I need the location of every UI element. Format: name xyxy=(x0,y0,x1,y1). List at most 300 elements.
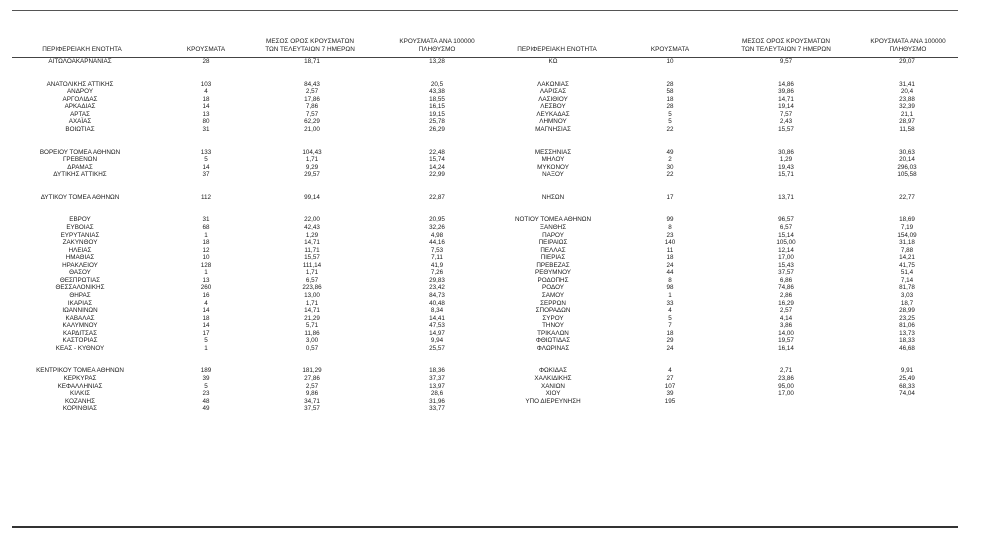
cases-cell: 23 xyxy=(202,390,210,398)
per100k-cell: 23,25 xyxy=(899,314,915,322)
right-header-cases: ΚΡΟΥΣΜΑΤΑ xyxy=(650,46,690,53)
avg-cell: 15,71 xyxy=(778,171,794,179)
avg-cell: 104,43 xyxy=(302,148,322,156)
per100k-cell: 18,69 xyxy=(899,216,915,224)
cases-cell: 8 xyxy=(668,276,672,284)
per100k-cell: 31,96 xyxy=(429,397,445,405)
avg-cell: 17,86 xyxy=(304,95,320,103)
cases-cell: 99 xyxy=(666,216,674,224)
cases-cell: 2 xyxy=(668,156,672,164)
avg-cell: 37,57 xyxy=(304,405,320,413)
table-row xyxy=(0,81,981,89)
cases-cell: 44 xyxy=(666,269,674,277)
region-cell: ΗΡΑΚΛΕΙΟΥ xyxy=(62,261,98,269)
cases-cell: 39 xyxy=(202,374,210,382)
region-cell: ΙΚΑΡΙΑΣ xyxy=(67,299,93,307)
per100k-cell: 14,97 xyxy=(429,329,445,337)
per100k-cell: 22,87 xyxy=(429,193,445,201)
right-table-body xyxy=(0,58,981,405)
per100k-cell: 3,03 xyxy=(900,291,914,299)
region-cell: ΒΟΙΩΤΙΑΣ xyxy=(65,125,95,133)
cases-cell: 5 xyxy=(204,337,208,345)
avg-cell: 14,71 xyxy=(304,307,320,315)
cases-cell: 103 xyxy=(200,80,212,88)
cases-cell: 11 xyxy=(666,246,674,254)
cases-cell: 260 xyxy=(200,284,212,292)
avg-cell: 16,14 xyxy=(778,344,794,352)
region-cell: ΛΑΚΩΝΙΑΣ xyxy=(537,80,569,88)
left-header-cases: ΚΡΟΥΣΜΑΤΑ xyxy=(186,46,226,53)
avg-cell: 4,14 xyxy=(779,314,793,322)
cases-cell: 1 xyxy=(204,269,208,277)
per100k-cell: 26,29 xyxy=(429,125,445,133)
cases-cell: 28 xyxy=(202,58,210,65)
table-row xyxy=(0,330,981,338)
region-cell: ΝΑΞΟΥ xyxy=(542,171,564,179)
per100k-cell: 28,6 xyxy=(430,390,444,398)
region-cell: ΣΕΡΡΩΝ xyxy=(540,299,566,307)
per100k-cell: 40,48 xyxy=(429,299,445,307)
region-cell: ΔΥΤΙΚΟΥ ΤΟΜΕΑ ΑΘΗΝΩΝ xyxy=(40,193,120,201)
table-row xyxy=(0,171,981,179)
region-cell: ΡΟΔΟΠΗΣ xyxy=(537,276,569,284)
per100k-cell: 20,4 xyxy=(900,88,914,96)
cases-cell: 39 xyxy=(666,390,674,398)
cases-cell: 23 xyxy=(666,231,674,239)
table-row xyxy=(0,367,981,375)
region-cell: ΥΠΟ ΔΙΕΡΕΥΝΗΣΗ xyxy=(525,397,581,405)
region-cell: ΞΑΝΘΗΣ xyxy=(539,224,567,232)
table-row xyxy=(0,232,981,240)
per100k-cell: 19,15 xyxy=(429,110,445,118)
cases-cell: 31 xyxy=(202,125,210,133)
avg-cell: 96,57 xyxy=(778,216,794,224)
per100k-cell: 4,98 xyxy=(430,231,444,239)
avg-cell: 14,86 xyxy=(778,80,794,88)
avg-cell: 39,86 xyxy=(778,88,794,96)
avg-cell: 34,71 xyxy=(304,397,320,405)
region-cell: ΦΛΩΡΙΝΑΣ xyxy=(536,344,570,352)
region-cell: ΔΡΑΜΑΣ xyxy=(67,163,93,171)
right-header-per100k: ΚΡΟΥΣΜΑΤΑ ΑΝΑ 100000 ΠΛΗΘΥΣΜΟ xyxy=(870,38,946,54)
avg-cell: 22,00 xyxy=(304,216,320,224)
avg-cell: 23,86 xyxy=(778,374,794,382)
avg-cell: 21,00 xyxy=(304,125,320,133)
avg-cell: 2,86 xyxy=(779,291,793,299)
region-cell: ΚΟΖΑΝΗΣ xyxy=(65,397,95,405)
per100k-cell: 84,73 xyxy=(429,291,445,299)
per100k-cell: 22,77 xyxy=(899,193,915,201)
per100k-cell: 14,24 xyxy=(429,163,445,171)
avg-cell: 6,57 xyxy=(779,224,793,232)
avg-cell: 7,57 xyxy=(305,110,319,118)
cases-cell: 18 xyxy=(202,95,210,103)
per100k-cell: 18,7 xyxy=(900,299,914,307)
region-cell: ΜΗΛΟΥ xyxy=(541,156,565,164)
per100k-cell: 81,06 xyxy=(899,322,915,330)
cases-cell: 24 xyxy=(666,344,674,352)
cases-cell: 107 xyxy=(664,382,676,390)
cases-cell: 17 xyxy=(666,193,674,201)
avg-cell: 1,29 xyxy=(779,156,793,164)
cases-cell: 68 xyxy=(202,224,210,232)
per100k-cell: 68,33 xyxy=(899,382,915,390)
cases-cell: 12 xyxy=(202,246,210,254)
avg-cell: 13,00 xyxy=(304,291,320,299)
cases-cell: 28 xyxy=(666,103,674,111)
cases-cell: 5 xyxy=(204,382,208,390)
cases-cell: 10 xyxy=(202,254,210,262)
region-cell: ΙΩΑΝΝΙΝΩΝ xyxy=(62,307,98,315)
avg-cell: 7,57 xyxy=(779,110,793,118)
per100k-cell: 11,58 xyxy=(899,125,915,133)
per100k-cell: 44,16 xyxy=(429,239,445,247)
avg-cell: 7,86 xyxy=(305,103,319,111)
cases-cell: 98 xyxy=(666,284,674,292)
region-cell: ΑΡΚΑΔΙΑΣ xyxy=(64,103,96,111)
cases-cell: 58 xyxy=(666,88,674,96)
table-row xyxy=(0,103,981,111)
table-row xyxy=(0,307,981,315)
cases-cell: 30 xyxy=(666,163,674,171)
per100k-cell: 23,42 xyxy=(429,284,445,292)
table-row xyxy=(0,284,981,292)
left-header-avg: ΜΕΣΟΣ ΟΡΟΣ ΚΡΟΥΣΜΑΤΩΝ ΤΩΝ ΤΕΛΕΥΤΑΙΩΝ 7 ΗΜΕΡΩΝ xyxy=(265,38,355,54)
cases-cell: 18 xyxy=(202,239,210,247)
avg-cell: 9,29 xyxy=(305,163,319,171)
cases-cell: 4 xyxy=(204,88,208,96)
table-row xyxy=(0,164,981,172)
cases-cell: 18 xyxy=(666,95,674,103)
avg-cell: 14,71 xyxy=(778,95,794,103)
region-cell: ΑΙΤΩΛΟΑΚΑΡΝΑΝΙΑΣ xyxy=(48,58,112,65)
table-row xyxy=(0,277,981,285)
region-cell: ΘΑΣΟΥ xyxy=(69,269,91,277)
avg-cell: 19,14 xyxy=(778,103,794,111)
avg-cell: 21,29 xyxy=(304,314,320,322)
region-cell: ΝΟΤΙΟΥ ΤΟΜΕΑ ΑΘΗΝΩΝ xyxy=(514,216,592,224)
region-cell: ΛΑΡΙΣΑΣ xyxy=(539,88,567,96)
region-cell: ΘΗΡΑΣ xyxy=(69,291,91,299)
region-cell: ΕΥΒΟΙΑΣ xyxy=(66,224,94,232)
cases-cell: 8 xyxy=(668,224,672,232)
per100k-cell: 18,55 xyxy=(429,95,445,103)
region-cell: ΜΕΣΣΗΝΙΑΣ xyxy=(534,148,572,156)
avg-cell: 6,57 xyxy=(305,276,319,284)
cases-cell: 5 xyxy=(668,110,672,118)
cases-cell: 49 xyxy=(202,405,210,413)
cases-cell: 31 xyxy=(202,216,210,224)
table-row xyxy=(0,216,981,224)
per100k-cell: 33,77 xyxy=(429,405,445,413)
cases-cell: 49 xyxy=(666,148,674,156)
region-cell: ΠΡΕΒΕΖΑΣ xyxy=(536,261,570,269)
avg-cell: 2,57 xyxy=(779,307,793,315)
table-row xyxy=(0,300,981,308)
cases-cell: 4 xyxy=(204,299,208,307)
table-row xyxy=(0,383,981,391)
table-row xyxy=(0,292,981,300)
avg-cell: 1,71 xyxy=(305,269,319,277)
per100k-cell: 43,38 xyxy=(429,88,445,96)
table-row xyxy=(0,337,981,345)
cases-cell: 18 xyxy=(666,254,674,262)
per100k-cell: 46,68 xyxy=(899,344,915,352)
per100k-cell: 9,94 xyxy=(430,337,444,345)
avg-cell: 0,57 xyxy=(305,344,319,352)
avg-cell: 15,57 xyxy=(778,125,794,133)
cases-cell: 29 xyxy=(666,337,674,345)
region-cell: ΠΕΙΡΑΙΩΣ xyxy=(538,239,568,247)
per100k-cell: 25,78 xyxy=(429,118,445,126)
avg-cell: 3,00 xyxy=(305,337,319,345)
region-cell: ΦΘΙΩΤΙΔΑΣ xyxy=(535,337,571,345)
cases-cell: 1 xyxy=(204,344,208,352)
region-cell: ΛΕΥΚΑΔΑΣ xyxy=(536,110,570,118)
avg-cell: 6,86 xyxy=(779,276,793,284)
avg-cell: 11,71 xyxy=(304,246,320,254)
cases-cell: 4 xyxy=(668,367,672,375)
avg-cell: 19,57 xyxy=(778,337,794,345)
cases-cell: 14 xyxy=(202,307,210,315)
avg-cell: 13,71 xyxy=(778,193,794,201)
left-header-per100k: ΚΡΟΥΣΜΑΤΑ ΑΝΑ 100000 ΠΛΗΘΥΣΜΟ xyxy=(399,38,475,54)
table-row xyxy=(0,405,495,413)
per100k-cell: 296,03 xyxy=(897,163,917,171)
per100k-cell: 154,09 xyxy=(897,231,917,239)
table-row xyxy=(0,345,981,353)
region-cell: ΚΑΣΤΟΡΙΑΣ xyxy=(62,337,98,345)
region-cell: ΠΙΕΡΙΑΣ xyxy=(540,254,566,262)
cases-cell: 22 xyxy=(666,171,674,179)
cases-cell: 189 xyxy=(200,367,212,375)
avg-cell: 3,86 xyxy=(779,322,793,330)
cases-cell: 1 xyxy=(204,231,208,239)
avg-cell: 15,43 xyxy=(778,261,794,269)
cases-cell: 5 xyxy=(204,156,208,164)
region-cell: ΚΩ xyxy=(548,58,558,65)
region-cell: ΚΕΡΚΥΡΑΣ xyxy=(63,374,97,382)
cases-cell: 195 xyxy=(664,397,676,405)
per100k-cell: 18,33 xyxy=(899,337,915,345)
cases-cell: 16 xyxy=(202,291,210,299)
per100k-cell: 29,83 xyxy=(429,276,445,284)
table-row xyxy=(0,315,981,323)
avg-cell: 2,57 xyxy=(305,88,319,96)
per100k-cell: 13,73 xyxy=(899,329,915,337)
table-row xyxy=(0,262,981,270)
per100k-cell: 32,39 xyxy=(899,103,915,111)
per100k-cell: 30,63 xyxy=(899,148,915,156)
per100k-cell: 32,26 xyxy=(429,224,445,232)
region-cell: ΡΟΔΟΥ xyxy=(542,284,564,292)
region-cell: ΛΗΜΝΟΥ xyxy=(539,118,567,126)
per100k-cell: 28,97 xyxy=(899,118,915,126)
cases-cell: 14 xyxy=(202,103,210,111)
avg-cell: 99,14 xyxy=(304,193,320,201)
per100k-cell: 28,99 xyxy=(899,307,915,315)
table-row xyxy=(0,96,981,104)
table-row xyxy=(0,149,981,157)
region-cell: ΑΝΔΡΟΥ xyxy=(66,88,94,96)
avg-cell: 9,57 xyxy=(779,58,793,65)
avg-cell: 2,43 xyxy=(779,118,793,126)
region-cell: ΛΑΣΙΘΙΟΥ xyxy=(538,95,568,103)
table-row xyxy=(0,322,981,330)
cases-cell: 18 xyxy=(202,314,210,322)
avg-cell: 95,00 xyxy=(778,382,794,390)
region-cell: ΘΕΣΣΑΛΟΝΙΚΗΣ xyxy=(55,284,105,292)
per100k-cell: 31,18 xyxy=(899,239,915,247)
avg-cell: 84,43 xyxy=(304,80,320,88)
table-row xyxy=(0,194,981,202)
per100k-cell: 21,1 xyxy=(900,110,914,118)
cases-cell: 4 xyxy=(668,307,672,315)
avg-cell: 105,00 xyxy=(776,239,796,247)
cases-cell: 37 xyxy=(202,171,210,179)
per100k-cell: 8,34 xyxy=(430,307,444,315)
avg-cell: 223,86 xyxy=(302,284,322,292)
region-cell: ΚΕΦΑΛΛΗΝΙΑΣ xyxy=(57,382,103,390)
cases-cell: 13 xyxy=(202,276,210,284)
per100k-cell: 14,21 xyxy=(899,254,915,262)
region-cell: ΤΗΝΟΥ xyxy=(542,322,564,330)
region-cell: ΚΑΛΥΜΝΟΥ xyxy=(62,322,98,330)
per100k-cell: 74,04 xyxy=(899,390,915,398)
region-cell: ΜΥΚΟΝΟΥ xyxy=(537,163,569,171)
avg-cell: 74,86 xyxy=(778,284,794,292)
per100k-cell: 22,99 xyxy=(429,171,445,179)
avg-cell: 17,00 xyxy=(778,254,794,262)
avg-cell: 181,29 xyxy=(302,367,322,375)
table-row xyxy=(0,88,981,96)
region-cell: ΧΑΝΙΩΝ xyxy=(541,382,565,390)
right-header-region: ΠΕΡΙΦΕΡΕΙΑΚΗ ΕΝΟΤΗΤΑ xyxy=(517,46,597,53)
region-cell: ΗΛΕΙΑΣ xyxy=(68,246,92,254)
avg-cell: 37,57 xyxy=(778,269,794,277)
per100k-cell: 51,4 xyxy=(900,269,914,277)
avg-cell: 1,71 xyxy=(305,299,319,307)
cases-cell: 33 xyxy=(666,299,674,307)
cases-cell: 128 xyxy=(200,261,212,269)
avg-cell: 11,86 xyxy=(304,329,320,337)
cases-cell: 133 xyxy=(200,148,212,156)
region-cell: ΕΒΡΟΥ xyxy=(69,216,91,224)
cases-cell: 27 xyxy=(666,374,674,382)
per100k-cell: 41,75 xyxy=(899,261,915,269)
cases-cell: 7 xyxy=(668,322,672,330)
per100k-cell: 20,14 xyxy=(899,156,915,164)
cases-cell: 1 xyxy=(668,291,672,299)
per100k-cell: 7,26 xyxy=(430,269,444,277)
per100k-cell: 13,28 xyxy=(429,58,445,65)
region-cell: ΚΑΡΔΙΤΣΑΣ xyxy=(63,329,97,337)
cases-cell: 24 xyxy=(666,261,674,269)
region-cell: ΑΡΤΑΣ xyxy=(70,110,90,118)
region-cell: ΑΧΑΪΑΣ xyxy=(68,118,92,126)
avg-cell: 12,14 xyxy=(778,246,794,254)
per100k-cell: 105,58 xyxy=(897,171,917,179)
per100k-cell: 37,37 xyxy=(429,374,445,382)
avg-cell: 18,71 xyxy=(304,58,320,65)
avg-cell: 1,71 xyxy=(305,156,319,164)
per100k-cell: 18,36 xyxy=(429,367,445,375)
region-cell: ΚΟΡΙΝΘΙΑΣ xyxy=(62,405,98,413)
region-cell: ΠΕΛΛΑΣ xyxy=(540,246,566,254)
per100k-cell: 16,15 xyxy=(429,103,445,111)
per100k-cell: 20,5 xyxy=(430,80,444,88)
cases-cell: 28 xyxy=(666,80,674,88)
avg-cell: 42,43 xyxy=(304,224,320,232)
region-cell: ΚΑΒΑΛΑΣ xyxy=(65,314,95,322)
per100k-cell: 7,14 xyxy=(900,276,914,284)
per100k-cell: 31,41 xyxy=(899,80,915,88)
per100k-cell: 23,88 xyxy=(899,95,915,103)
cases-cell: 22 xyxy=(666,125,674,133)
per100k-cell: 47,53 xyxy=(429,322,445,330)
cases-cell: 48 xyxy=(202,397,210,405)
avg-cell: 15,14 xyxy=(778,231,794,239)
per100k-cell: 14,41 xyxy=(429,314,445,322)
region-cell: ΣΥΡΟΥ xyxy=(542,314,564,322)
table-row xyxy=(0,375,981,383)
table-row xyxy=(0,254,981,262)
region-cell: ΡΕΘΥΜΝΟΥ xyxy=(535,269,571,277)
avg-cell: 14,71 xyxy=(304,239,320,247)
table-row xyxy=(0,398,981,406)
per100k-cell: 41,9 xyxy=(430,261,444,269)
cases-cell: 13 xyxy=(202,110,210,118)
cases-cell: 14 xyxy=(202,163,210,171)
region-cell: ΚΕΑΣ - ΚΥΘΝΟΥ xyxy=(55,344,105,352)
per100k-cell: 15,74 xyxy=(429,156,445,164)
cases-cell: 80 xyxy=(202,118,210,126)
per100k-cell: 25,57 xyxy=(429,344,445,352)
per100k-cell: 20,95 xyxy=(429,216,445,224)
per100k-cell: 81,78 xyxy=(899,284,915,292)
cases-cell: 17 xyxy=(202,329,210,337)
region-cell: ΣΠΟΡΑΔΩΝ xyxy=(535,307,571,315)
avg-cell: 111,14 xyxy=(302,261,322,269)
region-cell: ΦΩΚΙΔΑΣ xyxy=(539,367,567,375)
region-cell: ΗΜΑΘΙΑΣ xyxy=(65,254,95,262)
region-cell: ΧΙΟΥ xyxy=(545,390,561,398)
avg-cell: 5,71 xyxy=(305,322,319,330)
region-cell: ΒΟΡΕΙΟΥ ΤΟΜΕΑ ΑΘΗΝΩΝ xyxy=(39,148,121,156)
avg-cell: 1,29 xyxy=(305,231,319,239)
region-cell: ΔΥΤΙΚΗΣ ΑΤΤΙΚΗΣ xyxy=(53,171,107,179)
table-row xyxy=(0,247,981,255)
region-cell: ΝΗΣΩΝ xyxy=(541,193,565,201)
table-row xyxy=(0,269,981,277)
avg-cell: 9,86 xyxy=(305,390,319,398)
avg-cell: 27,86 xyxy=(304,374,320,382)
cases-cell: 112 xyxy=(200,193,212,201)
cases-cell: 140 xyxy=(664,239,676,247)
avg-cell: 17,00 xyxy=(778,390,794,398)
avg-cell: 2,71 xyxy=(779,367,793,375)
avg-cell: 14,00 xyxy=(778,329,794,337)
region-cell: ΓΡΕΒΕΝΩΝ xyxy=(62,156,98,164)
region-cell: ΧΑΛΚΙΔΙΚΗΣ xyxy=(534,374,572,382)
avg-cell: 29,57 xyxy=(304,171,320,179)
region-cell: ΕΥΡΥΤΑΝΙΑΣ xyxy=(60,231,100,239)
avg-cell: 19,43 xyxy=(778,163,794,171)
per100k-cell: 7,11 xyxy=(431,254,443,262)
region-cell: ΤΡΙΚΑΛΩΝ xyxy=(537,329,569,337)
table-row xyxy=(0,58,981,66)
table-row xyxy=(0,111,981,119)
